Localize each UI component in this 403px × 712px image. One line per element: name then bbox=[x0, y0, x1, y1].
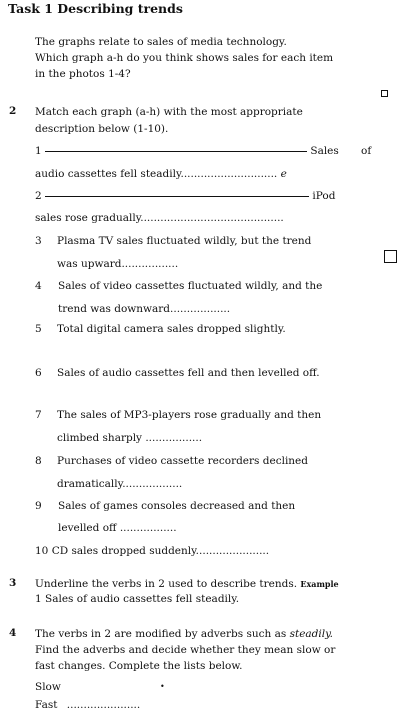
item-1-tail-of: of bbox=[361, 145, 372, 157]
fast-dots[interactable]: ...................... bbox=[66, 699, 141, 711]
intro-line-3: in the photos 1-4? bbox=[35, 68, 131, 80]
checkbox-large[interactable] bbox=[384, 250, 397, 263]
item-10-line-1: 10 CD sales dropped suddenly...................... bbox=[35, 545, 270, 557]
item-9-line-1: Sales of games consoles decreased and then bbox=[58, 500, 296, 512]
item-4-line-2: trend was downward.................. bbox=[58, 303, 231, 315]
item-2-row bbox=[35, 189, 335, 203]
item-7-line-1: The sales of MP3-players rose gradually and then bbox=[57, 409, 322, 421]
page-title: Task 1 Describing trends bbox=[8, 1, 183, 16]
item-6-line-1: Sales of audio cassettes fell and then levelled off. bbox=[57, 367, 320, 379]
item-7-line-2: climbed sharply ................. bbox=[57, 432, 203, 444]
q3-instruction: Underline the verbs in 2 used to describe trends. bbox=[35, 578, 298, 590]
question-2-number: 2 bbox=[9, 105, 17, 117]
q4-emphasis: steadily. bbox=[289, 628, 333, 640]
item-5-line-1: Total digital camera sales dropped slightly. bbox=[57, 323, 286, 335]
item-9-number: 9 bbox=[35, 500, 42, 512]
q4-line-3: fast changes. Complete the lists below. bbox=[35, 660, 243, 672]
item-6-number: 6 bbox=[35, 367, 42, 379]
intro-line-1: The graphs relate to sales of media technology. bbox=[35, 36, 287, 48]
item-2-number: 2 bbox=[35, 190, 42, 202]
fast-label: Fast bbox=[35, 699, 58, 711]
item-4-number: 4 bbox=[35, 280, 42, 292]
q4-line-2: Find the adverbs and decide whether they mean slow or bbox=[35, 644, 336, 656]
q4-line-1 bbox=[35, 627, 333, 641]
item-8-line-1: Purchases of video cassette recorders declined bbox=[57, 455, 308, 467]
item-8-line-2: dramatically.................. bbox=[57, 478, 183, 490]
item-3-number: 3 bbox=[35, 235, 42, 247]
q3-line-2: 1 Sales of audio cassettes fell steadily. bbox=[35, 593, 240, 605]
item-9-line-2: levelled off ................. bbox=[58, 522, 177, 534]
item-1-answer: e bbox=[280, 168, 287, 180]
q3-example-label: Example bbox=[300, 579, 339, 589]
item-3-line-1: Plasma TV sales fluctuated wildly, but the trend bbox=[57, 235, 312, 247]
item-2-tail-ipod: iPod bbox=[312, 190, 336, 202]
slow-label: Slow bbox=[35, 681, 61, 693]
item-1-number: 1 bbox=[35, 145, 42, 157]
fast-row bbox=[35, 698, 140, 712]
item-4-line-1: Sales of video cassettes fluctuated wildly, and the bbox=[58, 280, 323, 292]
q2-instruction-line-2: description below (1-10). bbox=[35, 123, 169, 135]
q4-instruction: The verbs in 2 are modified by adverbs such as bbox=[35, 628, 287, 640]
item-3-line-2: was upward................. bbox=[57, 258, 179, 270]
item-1-row bbox=[35, 144, 339, 158]
item-1-line-2 bbox=[35, 167, 287, 181]
question-4-number: 4 bbox=[9, 627, 17, 639]
q2-instruction-line-1: Match each graph (a-h) with the most appropriate bbox=[35, 106, 303, 118]
q3-line-1 bbox=[35, 577, 339, 591]
item-5-number: 5 bbox=[35, 323, 42, 335]
item-1-tail-sales: Sales bbox=[310, 145, 339, 157]
item-2-blank[interactable] bbox=[45, 196, 309, 197]
checkbox-small[interactable] bbox=[381, 90, 388, 97]
item-2-line-2: sales rose gradually........................................... bbox=[35, 212, 284, 224]
item-1-blank[interactable] bbox=[45, 151, 307, 152]
intro-line-2: Which graph a-h do you think shows sales for each item bbox=[35, 52, 334, 64]
item-1-text: audio cassettes fell steadily............................. bbox=[35, 168, 278, 180]
item-8-number: 8 bbox=[35, 455, 42, 467]
item-7-number: 7 bbox=[35, 409, 42, 421]
slow-marker: • bbox=[160, 682, 165, 691]
question-3-number: 3 bbox=[9, 577, 17, 589]
